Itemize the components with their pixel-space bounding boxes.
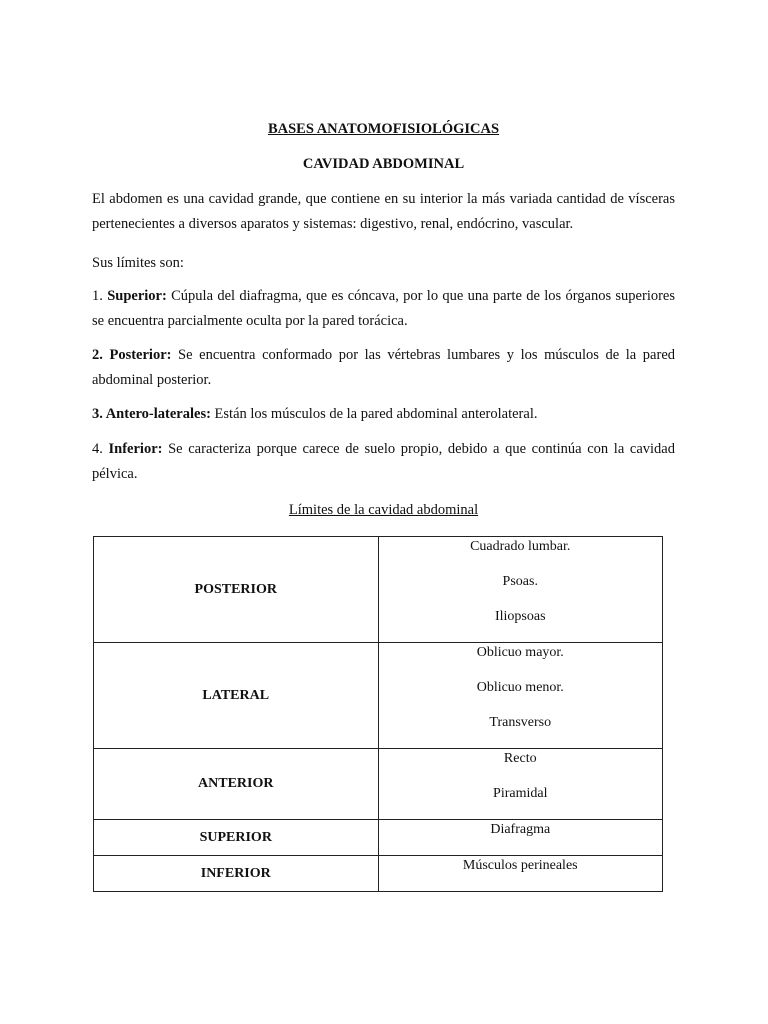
muscle-item: Músculos perineales: [462, 858, 578, 873]
muscle-item: Psoas.: [502, 574, 538, 589]
intro-paragraph: El abdomen es una cavidad grande, que contiene en su interior la más variada cantidad de vísceras pertenecientes a diversos aparatos y sistemas: digestivo, renal, endócrino, vascular.: [92, 191, 675, 232]
limit-text: Están los músculos de la pared abdominal anterolateral.: [210, 406, 538, 422]
limits-table: [93, 536, 663, 892]
limit-item-inferior: [92, 437, 675, 487]
limit-item-superior: [92, 284, 675, 334]
muscle-item: Transverso: [489, 715, 552, 730]
table-caption: Límites de la cavidad abdominal: [288, 502, 479, 518]
region-cell: ANTERIOR: [94, 749, 379, 820]
limit-item-posterior: [92, 343, 675, 393]
limit-label: Posterior:: [109, 347, 172, 363]
limit-item-antero-laterales: [92, 402, 675, 427]
limit-text: Cúpula del diafragma, que es cóncava, por lo que una parte de los órganos superiores se encuentra parcialmente oculta por la pared torácica.: [92, 288, 676, 329]
muscle-item: Oblicuo menor.: [476, 680, 564, 695]
muscles-cell: [378, 537, 662, 643]
table-row: [94, 537, 663, 643]
muscle-item: Cuadrado lumbar.: [470, 539, 571, 554]
muscle-item: Iliopsoas: [494, 609, 546, 624]
muscle-item: Diafragma: [490, 822, 551, 837]
region-cell: INFERIOR: [94, 856, 379, 892]
muscles-cell: [378, 749, 662, 820]
muscles-cell: [378, 856, 662, 892]
table-row: [94, 820, 663, 856]
limit-number: 3.: [92, 406, 106, 422]
region-cell: POSTERIOR: [94, 537, 379, 643]
muscles-cell: [378, 820, 662, 856]
region-cell: SUPERIOR: [94, 820, 379, 856]
limit-text: Se encuentra conformado por las vértebras lumbares y los músculos de la pared abdominal posterior.: [92, 347, 676, 388]
limit-number: 2.: [92, 347, 110, 363]
limit-number: 1.: [92, 288, 108, 304]
limit-label: Antero-laterales:: [105, 406, 211, 422]
table-row: [94, 643, 663, 749]
muscle-item: Recto: [503, 751, 537, 766]
limit-text: Se caracteriza porque carece de suelo propio, debido a que continúa con la cavidad pélvica.: [92, 441, 675, 482]
limit-label: Inferior:: [108, 441, 163, 457]
section-title: CAVIDAD ABDOMINAL: [302, 156, 465, 172]
limit-number: 4.: [92, 441, 109, 457]
muscle-item: Oblicuo mayor.: [476, 645, 564, 660]
limit-label: Superior:: [107, 288, 167, 304]
limits-intro: Sus límites son:: [92, 255, 184, 271]
table-row: [94, 856, 663, 892]
document-title: BASES ANATOMOFISIOLÓGICAS: [267, 121, 500, 137]
muscle-item: Piramidal: [493, 786, 548, 801]
table-row: [94, 749, 663, 820]
region-cell: LATERAL: [94, 643, 379, 749]
muscles-cell: [378, 643, 662, 749]
